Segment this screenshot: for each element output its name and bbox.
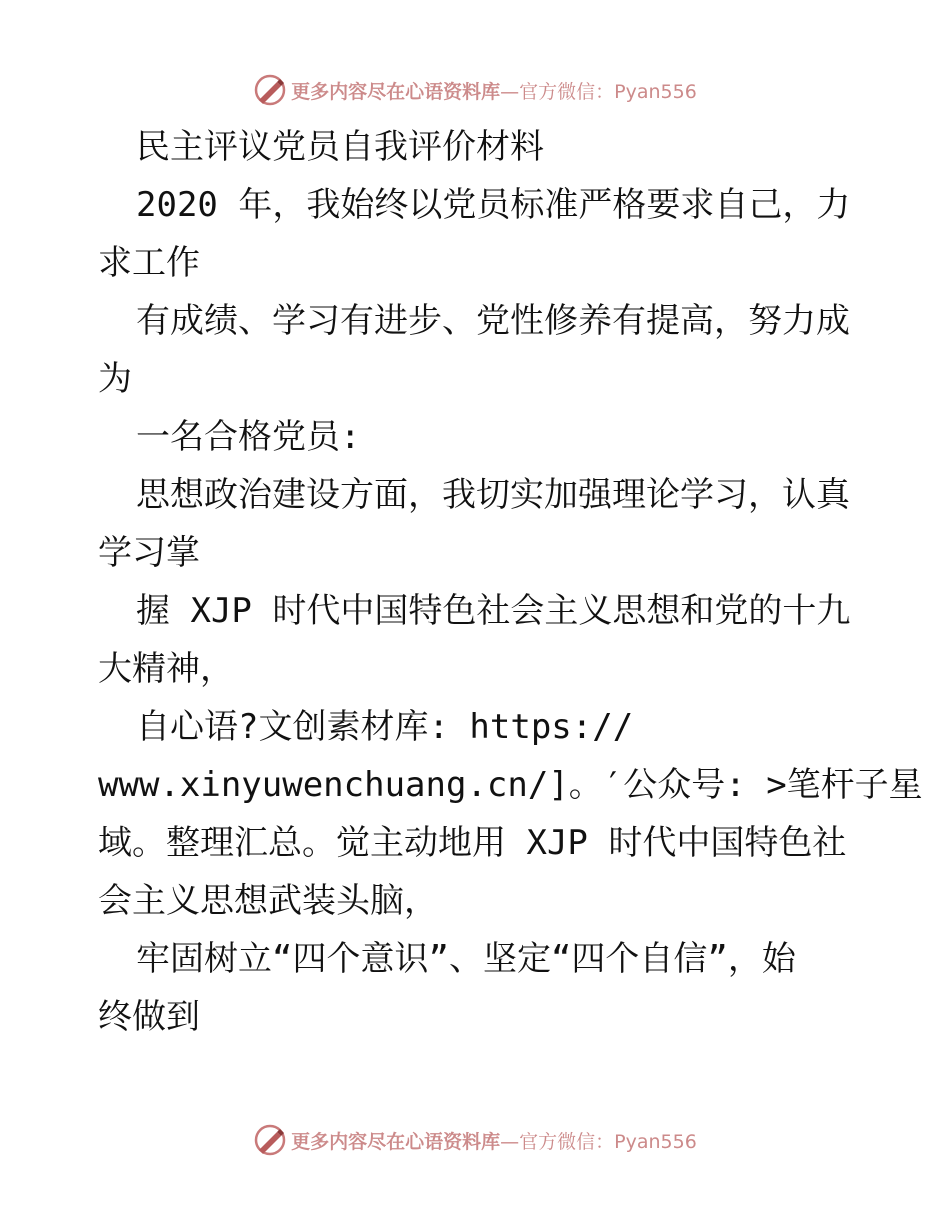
paragraph-line: 有成绩、学习有进步、党性修养有提高，努力成 — [136, 301, 850, 341]
banner-main-text: 更多内容尽在心语资料库 — [291, 1130, 501, 1153]
paragraph-line: 求工作 — [98, 243, 200, 283]
paragraph-line: 2020 年，我始终以党员标准严格要求自己，力 — [136, 185, 851, 225]
banner-main-text: 更多内容尽在心语资料库 — [291, 80, 501, 103]
paragraph-line: 学习掌 — [98, 533, 200, 573]
paragraph-line: 大精神， — [98, 649, 234, 689]
pen-logo-icon — [253, 73, 287, 107]
paragraph-line: 一名合格党员: — [136, 417, 361, 457]
paragraph-line: 思想政治建设方面，我切实加强理论学习，认真 — [136, 475, 850, 515]
paragraph-line: 终做到 — [98, 997, 200, 1037]
footer-banner — [0, 1120, 950, 1160]
paragraph-line: 自心语?文创素材库: https:// — [136, 707, 634, 747]
paragraph-line: 会主义思想武装头脑， — [98, 881, 438, 921]
paragraph-line: 牢固树立“四个意识”、坚定“四个自信”，始 — [136, 939, 796, 979]
paragraph-line: 为 — [98, 359, 132, 399]
banner-sub-text: —官方微信：Pyan556 — [500, 1130, 697, 1153]
header-banner — [0, 70, 950, 110]
paragraph-line: www.xinyuwenchuang.cn/]。′公众号: >笔杆子星 — [98, 765, 923, 805]
paragraph-line: 域。整理汇总。觉主动地用 XJP 时代中国特色社 — [98, 823, 847, 863]
document-body — [98, 118, 923, 1046]
document-title: 民主评议党员自我评价材料 — [136, 127, 544, 167]
pen-logo-icon — [253, 1123, 287, 1157]
banner-sub-text: —官方微信：Pyan556 — [500, 80, 697, 103]
paragraph-line: 握 XJP 时代中国特色社会主义思想和党的十九 — [136, 591, 851, 631]
